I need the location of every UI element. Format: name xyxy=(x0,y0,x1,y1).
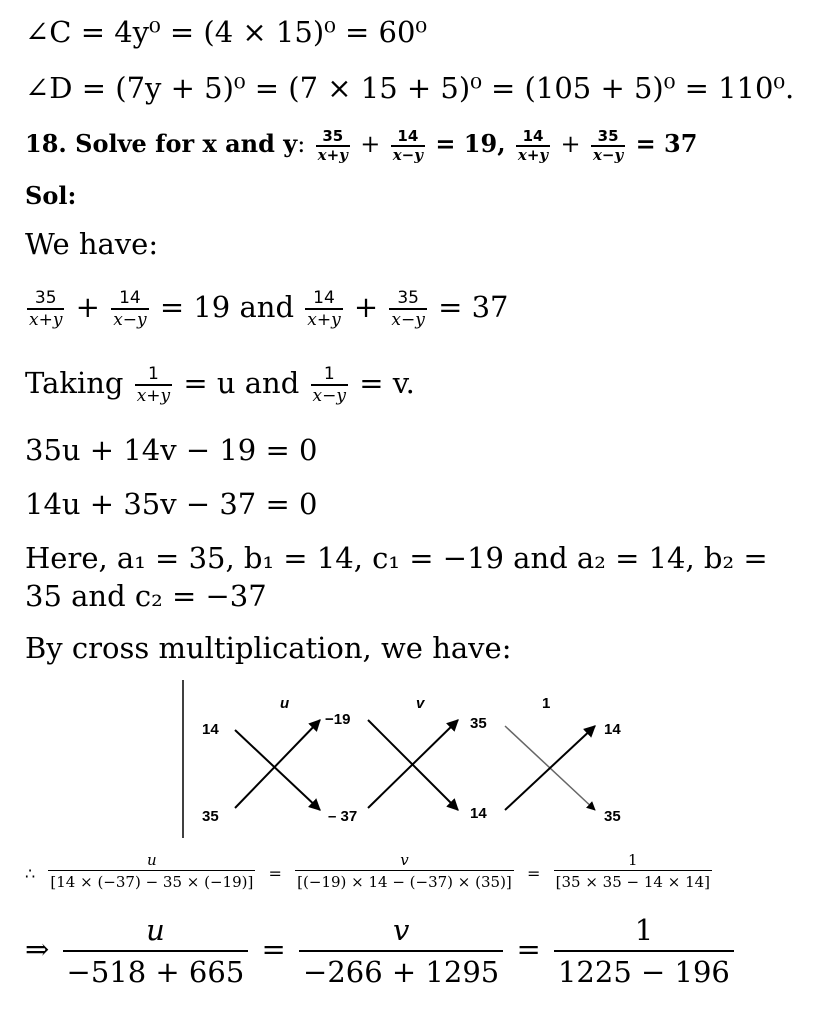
we-have-line: We have: xyxy=(25,227,159,261)
q-frac-2: $\frac{14}{x-y}$ xyxy=(392,126,423,164)
implies-eq-1: = xyxy=(261,932,286,966)
frac-t2: $\frac{1}{x-y}$ xyxy=(312,364,346,406)
q-eq-19: = 19, xyxy=(435,129,506,158)
question-colon: : xyxy=(297,130,306,158)
eq1-rhs: = 19 and xyxy=(159,290,295,324)
plus-1: + xyxy=(75,290,100,324)
implies-frac-v: $\frac{v}{-266 + 1295}$ xyxy=(299,910,503,992)
therefore-frac-u: $\frac{u}{[14 \times (-37) - 35 \times (-19)]}$ xyxy=(50,850,254,891)
therefore-eq-1: = xyxy=(268,864,282,883)
diagram-u-label: u xyxy=(280,695,290,712)
diagram-mid1-top: −19 xyxy=(325,711,351,728)
q-plus-1: + xyxy=(360,130,381,158)
angle-c-line: ∠C = 4y⁰ = (4 × 15)⁰ = 60⁰ xyxy=(25,15,428,49)
therefore-frac-one: $\frac{1}{[35 \times 35 - 14 \times 14]}$ xyxy=(555,850,711,891)
cross-multiplication-diagram xyxy=(180,678,660,840)
coefficients-line-1: Here, a₁ = 35, b₁ = 14, c₁ = −19 and a₂ = 14, b₂ = xyxy=(25,541,768,575)
cross-arrow-1a xyxy=(235,730,320,810)
q-eq-37: = 37 xyxy=(635,129,698,158)
implies-line xyxy=(25,906,738,992)
question-prefix: 18. Solve for x and y xyxy=(25,129,298,158)
diagram-mid2-top: 35 xyxy=(470,715,487,732)
taking-line xyxy=(25,354,415,412)
linear-eq-2: 14u + 35v − 37 = 0 xyxy=(25,487,318,521)
therefore-symbol: ∴ xyxy=(25,864,36,883)
u-and: = u and xyxy=(183,366,300,400)
sol-label: Sol: xyxy=(25,181,77,210)
implies-frac-u: $\frac{u}{-518 + 665}$ xyxy=(63,910,249,992)
q-plus-2: + xyxy=(560,130,581,158)
implies-frac-one: $\frac{1}{1225 - 196}$ xyxy=(554,910,734,992)
diagram-v-label: v xyxy=(416,695,425,712)
therefore-frac-v: $\frac{v}{[(-19) \times 14 - (-37) \times (35)]}$ xyxy=(297,850,512,891)
q-frac-3: $\frac{14}{x+y}$ xyxy=(517,126,549,164)
implies-symbol: ⇒ xyxy=(25,932,50,966)
diagram-left-bottom: 35 xyxy=(202,808,219,825)
plus-2: + xyxy=(353,290,379,324)
therefore-eq-2: = xyxy=(527,864,541,883)
cross-arrow-1b xyxy=(235,720,320,808)
frac-d: $\frac{35}{x-y}$ xyxy=(391,288,425,330)
cross-multiplication-line: By cross multiplication, we have: xyxy=(25,631,512,665)
taking-label: Taking xyxy=(25,366,124,400)
equals-v: = v. xyxy=(359,366,415,400)
frac-t1: $\frac{1}{x+y}$ xyxy=(136,364,171,406)
diagram-right-top: 14 xyxy=(604,721,621,738)
diagram-right-bottom: 35 xyxy=(604,808,621,825)
frac-c: $\frac{14}{x+y}$ xyxy=(307,288,341,330)
eq2-rhs: = 37 xyxy=(438,290,509,324)
equations-line xyxy=(25,280,509,334)
diagram-mid2-bottom: 14 xyxy=(470,805,487,822)
q-frac-1: $\frac{35}{x+y}$ xyxy=(317,126,348,164)
angle-d-line: ∠D = (7y + 5)⁰ = (7 × 15 + 5)⁰ = (105 + 5)⁰ = 110⁰. xyxy=(25,71,795,105)
diagram-left-top: 14 xyxy=(202,721,219,738)
question-18 xyxy=(25,120,697,168)
therefore-line xyxy=(25,846,716,897)
q-frac-4: $\frac{35}{x-y}$ xyxy=(592,126,624,164)
linear-eq-1: 35u + 14v − 19 = 0 xyxy=(25,433,318,467)
diagram-mid1-bottom: – 37 xyxy=(328,808,358,825)
coefficients-line-2: 35 and c₂ = −37 xyxy=(25,579,267,613)
implies-eq-2: = xyxy=(516,932,541,966)
frac-b: $\frac{14}{x-y}$ xyxy=(113,288,147,330)
frac-a: $\frac{35}{x+y}$ xyxy=(29,288,63,330)
diagram-one-label: 1 xyxy=(542,695,551,712)
